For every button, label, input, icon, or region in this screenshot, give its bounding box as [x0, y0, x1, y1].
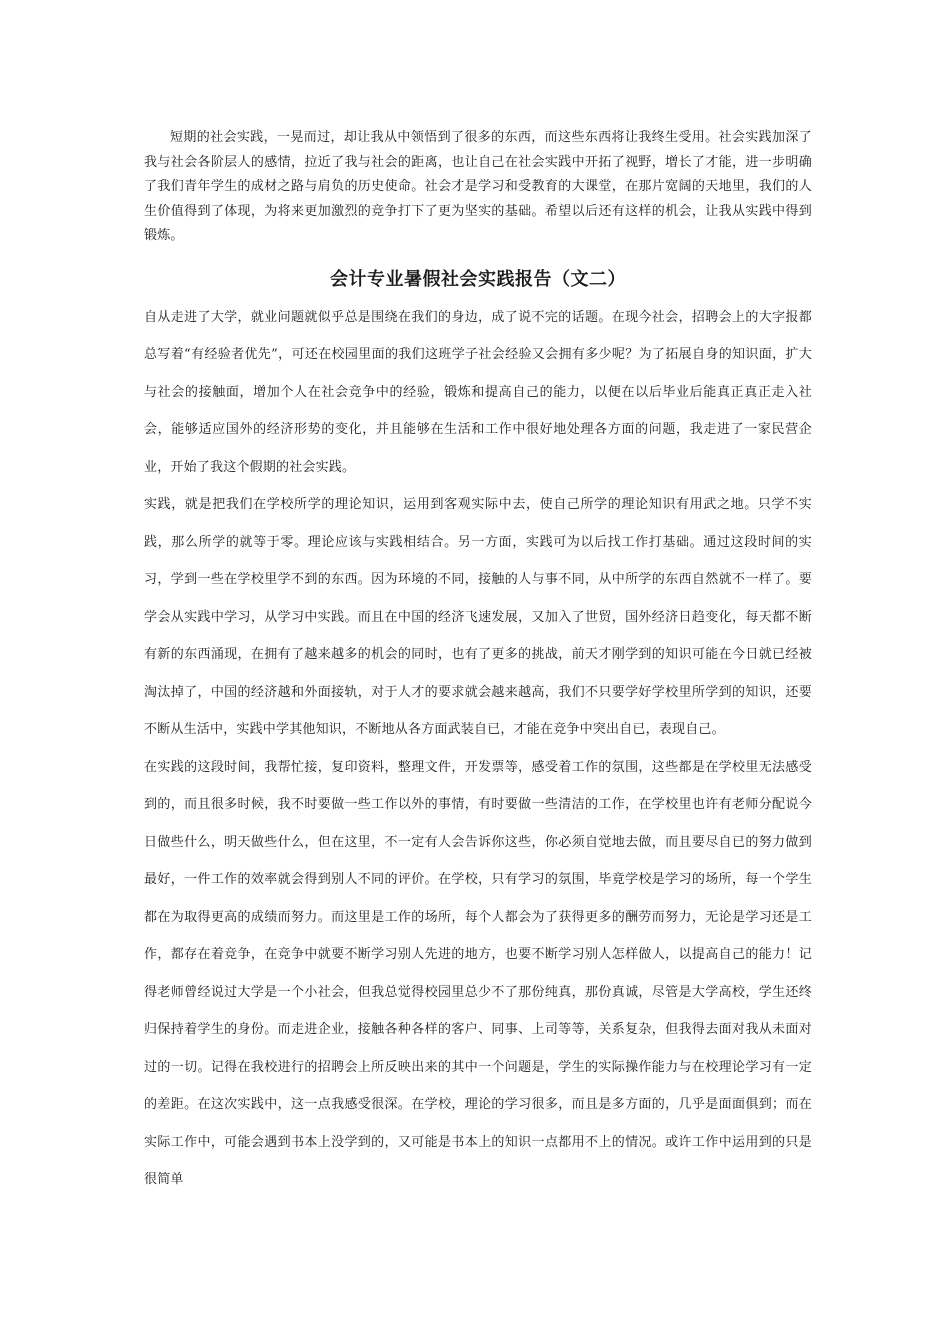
body-paragraph-3: 在实践的这段时间，我帮忙接，复印资料，整理文件，开发票等，感受着工作的氛围，这些都是在学校里无法感受到的，而且很多时候，我不时要做一些工作以外的事情，有时要做一些清洁的工作，在学校里也许有老师分配说今日做些什么，明天做些什么，但在这里，不一定有人会告诉你这些，你必须自觉地去做，而且要尽自已的努力做到最好，一件工作的效率就会得到别人不同的评价。在学校，只有学习的氛围，毕竟学校是学习的场所，每一个学生都在为取得更高的成绩而努力。而这里是工作的场所，每个人都会为了获得更多的酬劳而努力，无论是学习还是工作，都存在着竞争，在竞争中就要不断学习别人先进的地方，也要不断学习别人怎样做人，以提高自己的能力！记得老师曾经说过大学是一个小社会，但我总觉得校园里总少不了那份纯真，那份真诚，尽管是大学高校，学生还终归保持着学生的身份。而走进企业，接触各种各样的客户、同事、上司等等，关系复杂，但我得去面对我从未面对过的一切。记得在我校进行的招聘会上所反映出来的其中一个问题是，学生的实际操作能力与在校理论学习有一定的差距。在这次实践中，这一点我感受很深。在学校，理论的学习很多，而且是多方面的，几乎是面面俱到；而在实际工作中，可能会遇到书本上没学到的，又可能是书本上的知识一点都用不上的情况。或许工作中运用到的只是很简单 — [144, 759, 812, 1188]
document-title: 会计专业暑假社会实践报告（文二） — [330, 268, 626, 290]
body-paragraph-1: 自从走进了大学，就业问题就似乎总是围绕在我们的身边，成了说不完的话题。在现今社会，招聘会上的大字报都总写着“有经验者优先”，可还在校园里面的我们这班学子社会经验又会拥有多少呢？为了拓展自身的知识面，扩大与社会的接触面，增加个人在社会竞争中的经验，锻炼和提高自己的能力，以便在以后毕业后能真正真正走入社会，能够适应国外的经济形势的变化，并且能够在生活和工作中很好地处理各方面的问题，我走进了一家民营企业，开始了我这个假期的社会实践。 — [144, 309, 812, 475]
document-body — [144, 126, 812, 1199]
intro-paragraph: 短期的社会实践，一晃而过，却让我从中领悟到了很多的东西，而这些东西将让我终生受用。社会实践加深了我与社会各阶层人的感情，拉近了我与社会的距离，也让自己在社会实践中开拓了视野，增长了才能，进一步明确了我们青年学生的成材之路与肩负的历史使命。社会才是学习和受教育的大课堂，在那片宽阔的天地里，我们的人生价值得到了体现，为将来更加激烈的竞争打下了更为坚实的基础。希望以后还有这样的机会，让我从实践中得到锻炼。 — [144, 130, 812, 244]
body-paragraph-2: 实践，就是把我们在学校所学的理论知识，运用到客观实际中去，使自己所学的理论知识有用武之地。只学不实践，那么所学的就等于零。理论应该与实践相结合。另一方面，实践可为以后找工作打基础。通过这段时间的实习，学到一些在学校里学不到的东西。因为环境的不同，接触的人与事不同，从中所学的东西自然就不一样了。要学会从实践中学习，从学习中实践。而且在中国的经济飞速发展，又加入了世贸，国外经济日趋变化，每天都不断有新的东西涌现，在拥有了越来越多的机会的同时，也有了更多的挑战，前天才刚学到的知识可能在今日就已经被淘汰掉了，中国的经济越和外面接轨，对于人才的要求就会越来越高，我们不只要学好学校里所学到的知识，还要不断从生活中，实践中学其他知识，不断地从各方面武装自已，才能在竞争中突出自已，表现自己。 — [144, 497, 812, 738]
